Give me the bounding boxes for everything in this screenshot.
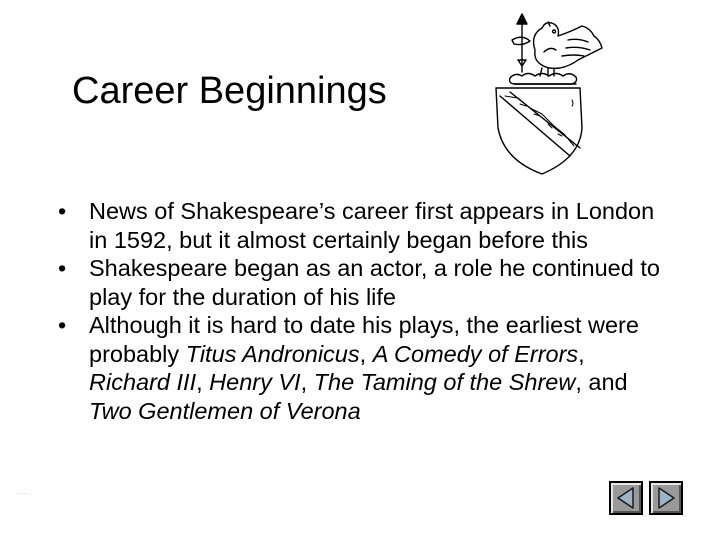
bullet-text-segment: , xyxy=(300,369,314,395)
bullet-marker: • xyxy=(58,198,67,224)
previous-slide-button[interactable] xyxy=(609,481,643,515)
bullet-item xyxy=(58,254,668,311)
next-slide-button[interactable] xyxy=(649,481,683,515)
play-title: A Comedy of Errors xyxy=(372,340,579,367)
play-title: Titus Andronicus xyxy=(185,340,360,367)
shakespeare-coat-of-arms-icon xyxy=(490,10,660,180)
bullet-marker: • xyxy=(58,312,67,338)
bullet-text-segment: , xyxy=(359,340,373,367)
play-title: The Taming of the Shrew xyxy=(313,369,576,395)
tiny-logo-mark: · · · · xyxy=(18,491,30,497)
slide-title: Career Beginnings xyxy=(72,70,387,112)
play-title: Richard III xyxy=(89,369,197,395)
bullet-item xyxy=(58,197,668,254)
bullet-text-segment: Although it is hard to date his plays, the earliest were probably xyxy=(89,312,639,367)
play-title: Henry VI xyxy=(209,369,301,395)
bullet-list xyxy=(58,197,668,425)
bullet-text-segment: , xyxy=(196,369,210,395)
bullet-text xyxy=(89,197,668,254)
previous-slide-icon xyxy=(614,486,638,510)
bullet-item xyxy=(58,311,668,425)
bullet-text xyxy=(89,254,668,311)
bullet-text-segment: News of Shakespeare’s career first appears in London in 1592, but it almost certainly began before this xyxy=(89,198,655,253)
bullet-text-segment: , xyxy=(578,340,585,367)
bullet-text xyxy=(89,311,668,425)
play-title: Two Gentlemen of Verona xyxy=(89,397,361,424)
bullet-text-segment: Shakespeare began as an actor, a role he continued to play for the duration of his life xyxy=(89,255,660,310)
bullet-marker: • xyxy=(58,255,67,281)
bullet-text-segment: , and xyxy=(575,369,628,395)
next-slide-icon xyxy=(654,486,678,510)
